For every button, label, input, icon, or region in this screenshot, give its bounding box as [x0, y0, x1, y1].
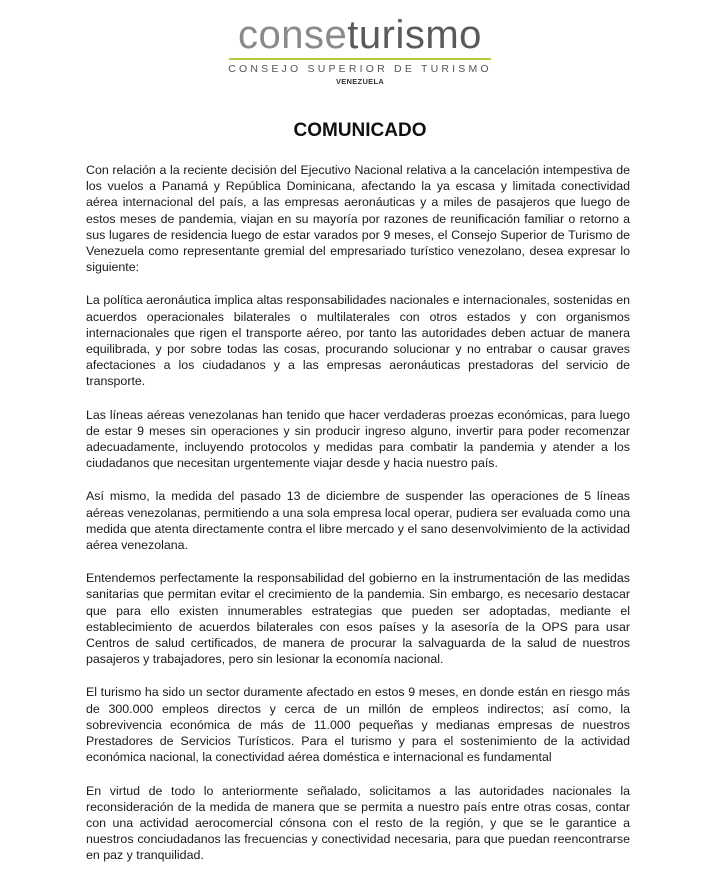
- paragraph-3: Las líneas aéreas venezolanas han tenido que hacer verdaderas proezas económicas, para luego de estar 9 meses sin operaciones y sin producir ingreso alguno, invertir para poder recomenzar adecuadamente, incluyendo protocolos y medidas para combatir la pandemia y atender a los ciudadanos que necesitan urgentemente viajar desde y hacia nuestro país.: [86, 407, 630, 471]
- paragraph-7: En virtud de todo lo anteriormente señalado, solicitamos a las autoridades nacionales la reconsideración de la medida de manera que se permita a nuestro país entre otras cosas, contar con una actividad aerocomercial cónsona con el resto de la región, y que se le garantice a nuestros conciudadanos las frecuencias y conectividad necesaria, para que puedan reencontrarse en paz y tranquilidad.: [86, 783, 630, 863]
- paragraph-1: Con relación a la reciente decisión del Ejecutivo Nacional relativa a la cancelación intempestiva de los vuelos a Panamá y República Dominicana, afectando la ya escasa y limitada conectividad aérea internacional del país, a las empresas aeronáuticas y a miles de pasajeros que luego de estos meses de pandemia, viajan en su mayoría por razones de reunificación familiar o retorno a sus lugares de residencia luego de estar varados por 9 meses, el Consejo Superior de Turismo de Venezuela como representante gremial del empresariado turístico venezolano, desea expresar lo siguiente:: [86, 163, 630, 275]
- logo-underline: [229, 58, 491, 60]
- logo-wordmark-turismo: turismo: [347, 13, 482, 57]
- paragraph-4: Así mismo, la medida del pasado 13 de diciembre de suspender las operaciones de 5 líneas aéreas venezolanas, permitiendo a una sola empresa local operar, pudiera ser evaluada como una medida que atenta directamente contra el libre mercado y el sano desenvolvimiento de la actividad aérea venezolana.: [86, 489, 630, 553]
- paragraph-6: El turismo ha sido un sector duramente afectado en estos 9 meses, en donde están en riesgo más de 300.000 empleos directos y cerca de un millón de empleos indirectos; así como, la sobrevivencia económica de más de 11.000 pequeñas y medianas empresas de nuestros Prestadores de Servicios Turísticos. Para el turismo y para el sostenimiento de la actividad económica nacional, la conectividad aérea doméstica e internacional es fundamental: [86, 685, 630, 765]
- conseturismo-logo: [0, 14, 720, 87]
- document-title: COMUNICADO: [293, 120, 427, 141]
- logo-wordmark-conse: conse: [238, 13, 348, 57]
- logo-wordmark: [0, 14, 720, 56]
- logo-country: VENEZUELA: [335, 77, 385, 86]
- paragraph-5: Entendemos perfectamente la responsabilidad del gobierno en la instrumentación de las medidas sanitarias que permitan evitar el crecimiento de la pandemia. Sin embargo, es necesario destacar que para ello existen innumerables estrategias que pueden ser adoptadas, mediante el establecimiento de acuerdos bilaterales con esos países y la asesoría de la OPS para usar Centros de salud certificados, de manera de procurar la salvaguarda de la salud de nuestros pasajeros y trabajadores, pero sin lesionar la economía nacional.: [86, 571, 630, 667]
- paragraph-2: La política aeronáutica implica altas responsabilidades nacionales e internacionales, sostenidas en acuerdos operacionales bilaterales o multilaterales con otros estados y con organismos internacionales que rigen el transporte aéreo, por tanto las autoridades deben actuar de manera equilibrada, y por sobre todas las cosas, procurando solucionar y no entrabar o causar graves afectaciones a los ciudadanos y a las empresas aeronáuticas prestadoras del servicio de transporte.: [86, 293, 630, 389]
- document-body: [86, 162, 630, 881]
- logo-tagline: CONSEJO SUPERIOR DE TURISMO: [228, 63, 492, 75]
